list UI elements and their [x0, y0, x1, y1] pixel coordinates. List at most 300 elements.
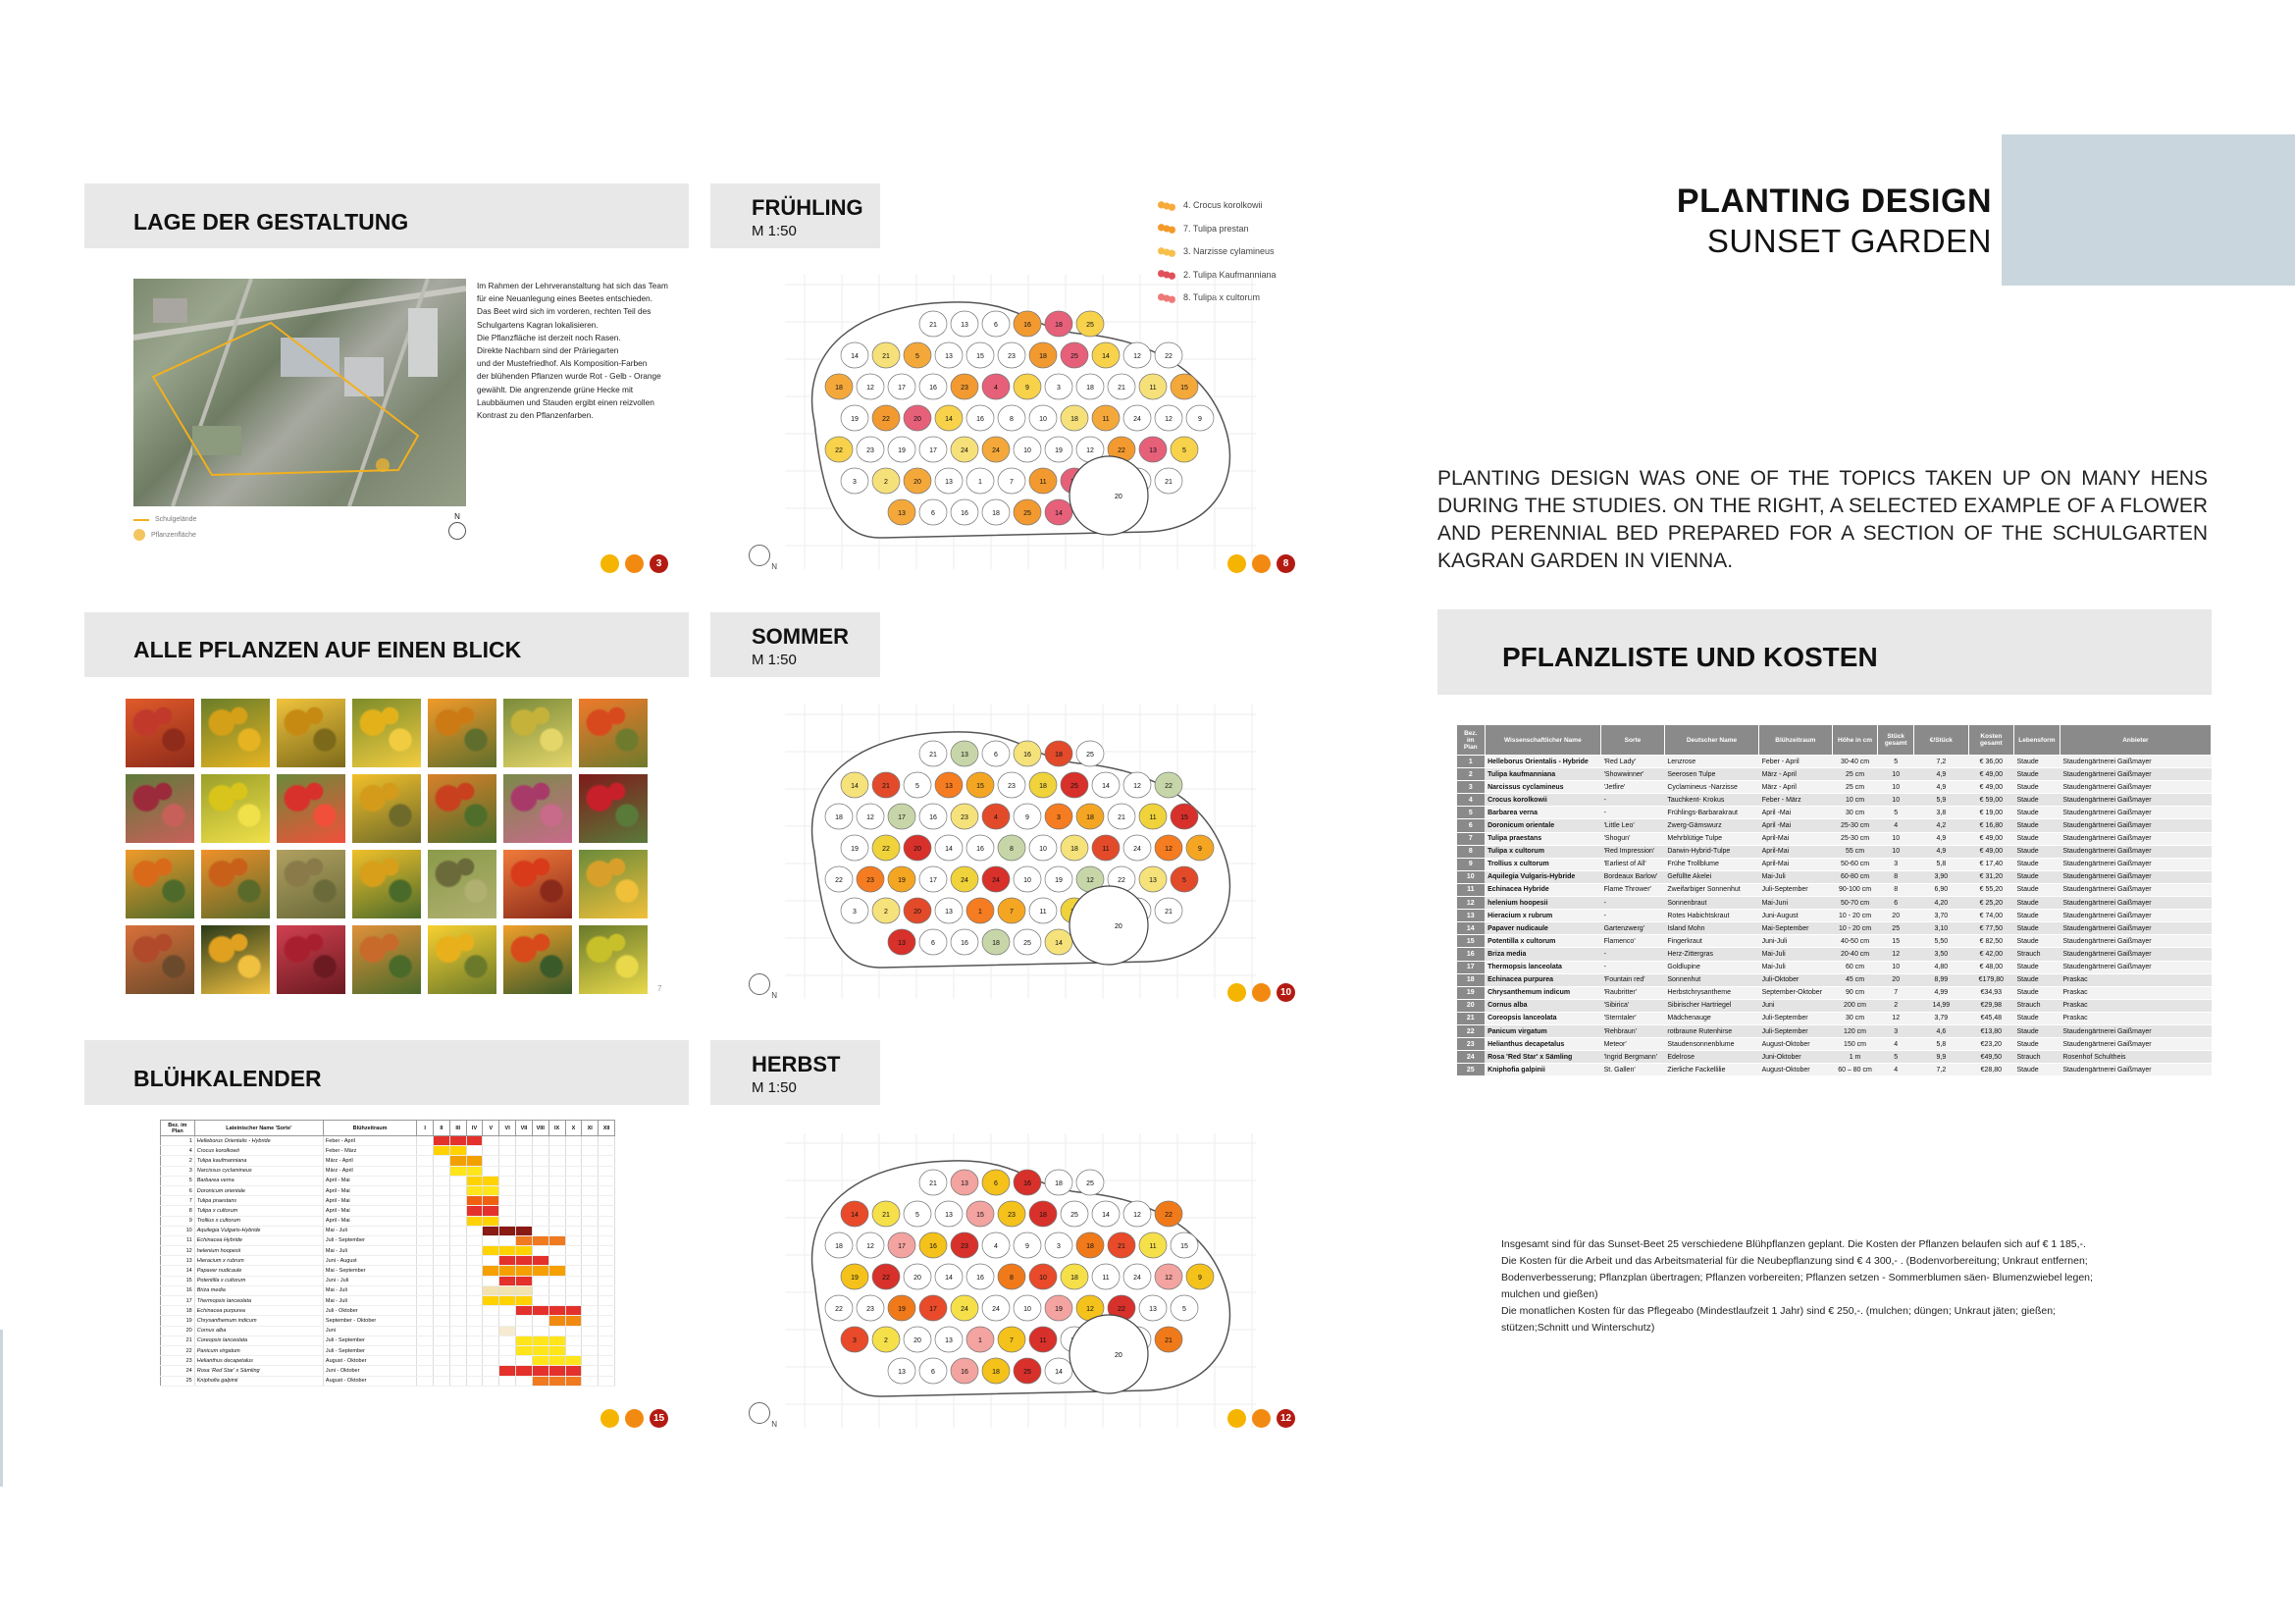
plant-number: 14: [1102, 783, 1110, 790]
calendar-month-cell: [449, 1356, 466, 1366]
cost-table-cell: 55 cm: [1832, 845, 1878, 858]
plant-number: 25: [1086, 752, 1094, 759]
cost-table-cell: Cornus alba: [1485, 999, 1601, 1012]
cost-table-cell: 11: [1457, 883, 1486, 896]
calendar-month-cell: [499, 1256, 516, 1266]
calendar-month-cell: [466, 1226, 483, 1235]
plant-photo: [126, 774, 194, 843]
legend-label: 7. Tulipa prestan: [1183, 223, 1249, 234]
lage-text-line: Schulgartens Kagran lokalisieren.: [477, 319, 599, 330]
calendar-cell: Mai - September: [323, 1266, 416, 1276]
plant-photo: [428, 699, 496, 767]
plant-number: 22: [835, 1306, 843, 1313]
sommer-scale: M 1:50: [752, 652, 797, 668]
calendar-month-cell: [548, 1266, 565, 1276]
calendar-month-cell: [599, 1316, 615, 1326]
calendar-month-cell: [548, 1345, 565, 1355]
calendar-row: [161, 1266, 615, 1276]
plant-photo: [126, 850, 194, 918]
cost-table-cell: 17: [1457, 961, 1486, 973]
calendar-month-cell: [483, 1366, 499, 1376]
plant-number: 5: [1182, 877, 1186, 884]
plant-number: 22: [882, 416, 890, 423]
plant-number: 20: [913, 1275, 921, 1282]
cost-table-cell: Mai-Juli: [1759, 870, 1833, 883]
plant-number: 10: [1039, 1275, 1047, 1282]
flower-symbol-icon: [1158, 200, 1175, 212]
cost-table-row: [1457, 870, 2212, 883]
plant-number: 23: [866, 877, 874, 884]
calendar-month-cell: [466, 1316, 483, 1326]
cost-table-cell: Staudengärtnerei Gaißmayer: [2060, 781, 2211, 794]
calendar-month-cell: [417, 1356, 434, 1366]
plant-number: 18: [1070, 416, 1078, 423]
cost-table-row: [1457, 922, 2212, 935]
calendar-month-cell: [466, 1216, 483, 1226]
calendar-month-cell: [483, 1256, 499, 1266]
cost-table-cell: € 48,00: [1968, 961, 2013, 973]
plant-number: 19: [851, 846, 859, 853]
plant-number: 19: [898, 447, 906, 454]
cost-table-cell: Juli-September: [1759, 1012, 1833, 1024]
plant-number: 24: [961, 877, 968, 884]
cost-table-cell: 8,99: [1914, 973, 1969, 986]
plant-number: 24: [992, 1306, 1000, 1313]
calendar-month-cell: [466, 1256, 483, 1266]
calendar-month-cell: [434, 1156, 450, 1166]
calendar-month-cell: [532, 1356, 548, 1366]
calendar-month-cell: [548, 1316, 565, 1326]
plant-number: 11: [1039, 1337, 1047, 1344]
cost-table-cell: Mädchenauge: [1664, 1012, 1758, 1024]
plant-number: 1: [978, 1337, 982, 1344]
calendar-cell: August - Oktober: [323, 1356, 416, 1366]
calendar-month-cell: [548, 1235, 565, 1245]
cost-table-cell: Staude: [2013, 807, 2060, 819]
calendar-month-cell: [582, 1176, 599, 1185]
plan-herbst: [785, 1133, 1256, 1428]
calendar-cell: 5: [161, 1176, 195, 1185]
plant-number: 23: [961, 814, 968, 821]
cost-table-header-cell: Lebensform: [2013, 725, 2060, 756]
cost-table-cell: 5: [1878, 1051, 1914, 1064]
calendar-month-cell: [582, 1185, 599, 1195]
cost-table-cell: 25-30 cm: [1832, 832, 1878, 845]
plant-number: 17: [898, 1243, 906, 1250]
cost-table-cell: 10 - 20 cm: [1832, 910, 1878, 922]
cost-table-cell: 15: [1457, 935, 1486, 948]
cost-table-cell: 5,8: [1914, 858, 1969, 870]
cost-table-cell: 120 cm: [1832, 1024, 1878, 1037]
cost-table-cell: Helianthus decapetalus: [1485, 1038, 1601, 1051]
calendar-month-cell: [582, 1296, 599, 1306]
cost-text-line: stützen;Schnitt und Winterschutz): [1501, 1322, 1655, 1334]
shrub-number: 20: [1115, 923, 1122, 930]
calendar-row: [161, 1336, 615, 1345]
cost-table-cell: €29,98: [1968, 999, 2013, 1012]
calendar-month-cell: [548, 1156, 565, 1166]
cost-table-cell: 90 cm: [1832, 986, 1878, 999]
cost-table-cell: 10: [1878, 781, 1914, 794]
cost-table-cell: rotbraune Rutenhirse: [1664, 1024, 1758, 1037]
compass-icon: N: [749, 973, 770, 995]
calendar-month-cell: [466, 1206, 483, 1216]
calendar-month-cell: [466, 1356, 483, 1366]
calendar-month-cell: [565, 1376, 582, 1386]
calendar-month-cell: [499, 1316, 516, 1326]
plant-number: 11: [1149, 385, 1157, 392]
calendar-month-cell: [499, 1376, 516, 1386]
calendar-month-cell: [565, 1136, 582, 1146]
plant-number: 24: [1133, 1275, 1141, 1282]
calendar-cell: 22: [161, 1345, 195, 1355]
calendar-month-cell: [483, 1345, 499, 1355]
cost-table-cell: Aquilegia Vulgaris-Hybride: [1485, 870, 1601, 883]
calendar-header-cell: VI: [499, 1121, 516, 1136]
cost-table-cell: € 25,20: [1968, 897, 2013, 910]
plant-photo: [126, 699, 194, 767]
calendar-month-cell: [565, 1246, 582, 1256]
calendar-month-cell: [483, 1166, 499, 1176]
calendar-month-cell: [582, 1196, 599, 1206]
calendar-cell: Barbarea verna: [194, 1176, 323, 1185]
plant-number: 25: [1023, 940, 1031, 947]
plant-number: 12: [866, 1243, 874, 1250]
plant-number: 17: [929, 447, 937, 454]
calendar-month-cell: [449, 1306, 466, 1316]
cost-table-cell: Staude: [2013, 768, 2060, 781]
cost-table-cell: Tauchkent- Krokus: [1664, 794, 1758, 807]
plant-number: 17: [898, 385, 906, 392]
cost-table-cell: Briza media: [1485, 948, 1601, 961]
calendar-cell: Trollius x cultorum: [194, 1216, 323, 1226]
cost-table-cell: Island Mohn: [1664, 922, 1758, 935]
plant-number: 16: [961, 1369, 968, 1376]
site-map-overlay: [133, 279, 466, 506]
cost-text-line: mulchen und gießen): [1501, 1288, 1598, 1300]
cost-table-row: [1457, 807, 2212, 819]
plant-number: 1: [978, 479, 982, 486]
calendar-month-cell: [449, 1196, 466, 1206]
calendar-month-cell: [417, 1366, 434, 1376]
plant-number: 14: [945, 846, 953, 853]
cost-table-cell: 4,2: [1914, 819, 1969, 832]
cost-table-cell: 18: [1457, 973, 1486, 986]
cost-table-row: [1457, 1064, 2212, 1076]
calendar-month-cell: [516, 1326, 533, 1336]
calendar-cell: Narcissus cyclamineus: [194, 1166, 323, 1176]
calendar-month-cell: [565, 1226, 582, 1235]
plant-number: 20: [913, 1337, 921, 1344]
calendar-month-cell: [532, 1206, 548, 1216]
plant-photo: [277, 774, 345, 843]
plant-number: 15: [976, 353, 984, 360]
calendar-month-cell: [499, 1216, 516, 1226]
cost-table-cell: April -Mai: [1759, 807, 1833, 819]
cost-table-cell: 7,2: [1914, 1064, 1969, 1076]
calendar-month-cell: [417, 1376, 434, 1386]
calendar-month-cell: [582, 1206, 599, 1216]
plant-photo: [352, 925, 421, 994]
calendar-month-cell: [499, 1226, 516, 1235]
calendar-cell: Tulipa x cultorum: [194, 1206, 323, 1216]
cost-table-cell: Staude: [2013, 973, 2060, 986]
plant-photo: [352, 699, 421, 767]
cost-table-row: [1457, 986, 2212, 999]
calendar-cell: 11: [161, 1235, 195, 1245]
cost-table-cell: € 59,00: [1968, 794, 2013, 807]
cost-table-cell: Staudengärtnerei Gaißmayer: [2060, 1038, 2211, 1051]
cost-table-cell: Praskac: [2060, 986, 2211, 999]
plant-number: 21: [1118, 385, 1125, 392]
calendar-month-cell: [417, 1146, 434, 1156]
calendar-month-cell: [449, 1216, 466, 1226]
plant-number: 24: [992, 877, 1000, 884]
calendar-month-cell: [582, 1246, 599, 1256]
cost-table-cell: Staudengärtnerei Gaißmayer: [2060, 883, 2211, 896]
plant-number: 14: [851, 353, 859, 360]
calendar-row: [161, 1345, 615, 1355]
cost-summary: [1501, 1236, 2168, 1336]
cost-table-cell: Juni-August: [1759, 910, 1833, 922]
calendar-month-cell: [499, 1246, 516, 1256]
plant-photo: [503, 925, 572, 994]
cost-table-cell: Staudengärtnerei Gaißmayer: [2060, 768, 2211, 781]
calendar-month-cell: [499, 1196, 516, 1206]
calendar-month-cell: [565, 1235, 582, 1245]
calendar-month-cell: [483, 1216, 499, 1226]
plant-number: 16: [1023, 1180, 1031, 1187]
calendar-month-cell: [483, 1235, 499, 1245]
cost-table-row: [1457, 973, 2212, 986]
calendar-row: [161, 1366, 615, 1376]
calendar-month-cell: [434, 1316, 450, 1326]
calendar-month-cell: [565, 1306, 582, 1316]
calendar-month-cell: [417, 1185, 434, 1195]
map-legend: [133, 516, 196, 541]
calendar-month-cell: [434, 1185, 450, 1195]
cost-table-row: [1457, 756, 2212, 768]
calendar-month-cell: [565, 1366, 582, 1376]
cost-table-cell: Seerosen Tulpe: [1664, 768, 1758, 781]
calendar-month-cell: [532, 1345, 548, 1355]
cost-table-cell: € 19,00: [1968, 807, 2013, 819]
cost-table-cell: 4,6: [1914, 1024, 1969, 1037]
plant-number: 1: [978, 909, 982, 916]
calendar-month-cell: [599, 1235, 615, 1245]
plant-number: 5: [915, 1212, 919, 1219]
cost-table-cell: Feber - März: [1759, 794, 1833, 807]
cost-table-cell: Staude: [2013, 883, 2060, 896]
cost-table-cell: Zwerg-Gämswurz: [1664, 819, 1758, 832]
cost-table-row: [1457, 961, 2212, 973]
calendar-month-cell: [449, 1256, 466, 1266]
plant-number: 18: [835, 814, 843, 821]
calendar-month-cell: [483, 1336, 499, 1345]
fruehling-legend-item: [1158, 218, 1277, 241]
calendar-month-cell: [417, 1336, 434, 1345]
cost-table-cell: 4,9: [1914, 781, 1969, 794]
cost-table-cell: Staudengärtnerei Gaißmayer: [2060, 832, 2211, 845]
plant-number: 23: [1008, 1212, 1016, 1219]
calendar-month-cell: [582, 1366, 599, 1376]
lage-header: [84, 183, 689, 248]
calendar-month-cell: [417, 1176, 434, 1185]
cost-table-cell: 3,10: [1914, 922, 1969, 935]
plant-number: 13: [961, 322, 968, 329]
calendar-month-cell: [582, 1216, 599, 1226]
calendar-month-cell: [565, 1296, 582, 1306]
plant-number: 21: [882, 783, 890, 790]
cost-table-row: [1457, 935, 2212, 948]
cost-table-cell: Zweifarbiger Sonnenhut: [1664, 883, 1758, 896]
cost-table-cell: 'Red Lady': [1601, 756, 1665, 768]
plant-photo: [277, 925, 345, 994]
cost-table-cell: Juni-Oktober: [1759, 1051, 1833, 1064]
cost-table-cell: €49,50: [1968, 1051, 2013, 1064]
calendar-header-cell: VII: [516, 1121, 533, 1136]
calendar-month-cell: [449, 1206, 466, 1216]
cost-table-cell: Tulipa praestans: [1485, 832, 1601, 845]
plant-number: 4: [994, 814, 998, 821]
cost-table-cell: 6: [1457, 819, 1486, 832]
calendar-month-cell: [599, 1246, 615, 1256]
legend-label: 2. Tulipa Kaufmanniana: [1183, 269, 1277, 280]
plant-number: 22: [882, 846, 890, 853]
calendar-cell: Doronicum orientale: [194, 1185, 323, 1195]
calendar-month-cell: [582, 1326, 599, 1336]
calendar-month-cell: [483, 1206, 499, 1216]
calendar-row: [161, 1256, 615, 1266]
cost-table-cell: Mai-Juli: [1759, 961, 1833, 973]
calendar-month-cell: [466, 1296, 483, 1306]
plant-number: 12: [1165, 1275, 1173, 1282]
plant-photo: [126, 925, 194, 994]
cost-table-cell: € 74,00: [1968, 910, 2013, 922]
plant-number: 5: [915, 783, 919, 790]
calendar-month-cell: [532, 1316, 548, 1326]
plant-number: 10: [1039, 416, 1047, 423]
cost-table-cell: 23: [1457, 1038, 1486, 1051]
cost-table-cell: 4,9: [1914, 832, 1969, 845]
cost-table-cell: Staude: [2013, 922, 2060, 935]
plant-number: 18: [992, 940, 1000, 947]
pflanzliste-header: [1437, 609, 2212, 695]
calendar-month-cell: [599, 1306, 615, 1316]
calendar-month-cell: [565, 1316, 582, 1326]
calendar-month-cell: [499, 1276, 516, 1285]
page-number-badge: 10: [1277, 983, 1295, 1002]
cost-table-cell: 4,9: [1914, 768, 1969, 781]
calendar-cell: Papaver nudicaule: [194, 1266, 323, 1276]
plant-photo: [277, 699, 345, 767]
plant-number: 12: [866, 385, 874, 392]
plant-number: 8: [1010, 1275, 1014, 1282]
calendar-month-cell: [532, 1326, 548, 1336]
cost-table-cell: 4,9: [1914, 845, 1969, 858]
cost-table-cell: Zierliche Fackellilie: [1664, 1064, 1758, 1076]
cost-table-cell: 3,70: [1914, 910, 1969, 922]
calendar-month-cell: [434, 1345, 450, 1355]
plant-number: 14: [851, 1212, 859, 1219]
plant-number: 16: [929, 1243, 937, 1250]
calendar-month-cell: [483, 1156, 499, 1166]
calendar-month-cell: [565, 1345, 582, 1355]
bluh-header: [84, 1040, 689, 1105]
plant-number: 17: [898, 814, 906, 821]
calendar-month-cell: [483, 1196, 499, 1206]
calendar-month-cell: [499, 1235, 516, 1245]
cost-table-cell: 2: [1457, 768, 1486, 781]
plant-number: 18: [1055, 1180, 1063, 1187]
calendar-month-cell: [417, 1306, 434, 1316]
calendar-month-cell: [449, 1285, 466, 1295]
calendar-month-cell: [417, 1196, 434, 1206]
calendar-cell: Mai - Juli: [323, 1226, 416, 1235]
plant-number: 24: [992, 447, 1000, 454]
cost-table-cell: Panicum virgatum: [1485, 1024, 1601, 1037]
cost-table-cell: 30 cm: [1832, 1012, 1878, 1024]
calendar-month-cell: [599, 1356, 615, 1366]
calendar-cell: Chrysanthemum indicum: [194, 1316, 323, 1326]
calendar-cell: 10: [161, 1226, 195, 1235]
plant-number: 5: [1182, 1306, 1186, 1313]
cost-table-cell: € 82,50: [1968, 935, 2013, 948]
calendar-month-cell: [499, 1206, 516, 1216]
plant-number: 15: [976, 783, 984, 790]
cost-table-cell: 25: [1457, 1064, 1486, 1076]
plant-photo: [428, 925, 496, 994]
cost-table-cell: 4,20: [1914, 897, 1969, 910]
cost-table-cell: Strauch: [2013, 999, 2060, 1012]
plant-number: 21: [929, 752, 937, 759]
plant-number: 9: [1025, 385, 1029, 392]
cost-table-cell: 3: [1457, 781, 1486, 794]
yellow-dot: [600, 1409, 619, 1428]
calendar-month-cell: [483, 1326, 499, 1336]
cost-table-cell: -: [1601, 794, 1665, 807]
cost-table-cell: Gefüllte Akelei: [1664, 870, 1758, 883]
calendar-month-cell: [499, 1326, 516, 1336]
plant-number: 17: [929, 1306, 937, 1313]
cost-table-cell: 7,2: [1914, 756, 1969, 768]
plant-number: 22: [882, 1275, 890, 1282]
calendar-month-cell: [599, 1196, 615, 1206]
cost-table-cell: Fingerkraut: [1664, 935, 1758, 948]
calendar-month-cell: [417, 1285, 434, 1295]
calendar-header-cell: V: [483, 1121, 499, 1136]
calendar-month-cell: [516, 1176, 533, 1185]
plant-number: 22: [1165, 1212, 1173, 1219]
cost-table-cell: Staude: [2013, 1012, 2060, 1024]
plant-number: 22: [1165, 353, 1173, 360]
calendar-row: [161, 1216, 615, 1226]
calendar-month-cell: [434, 1285, 450, 1295]
calendar-month-cell: [434, 1146, 450, 1156]
cost-table-cell: Staudengärtnerei Gaißmayer: [2060, 910, 2211, 922]
calendar-cell: Kniphofia galpinii: [194, 1376, 323, 1386]
cost-table-cell: 16: [1457, 948, 1486, 961]
lage-text-line: Direkte Nachbarn sind der Präriegarten: [477, 345, 619, 356]
calendar-month-cell: [449, 1276, 466, 1285]
cost-table-cell: 10: [1878, 794, 1914, 807]
calendar-row: [161, 1156, 615, 1166]
edge-accent: [0, 1330, 3, 1487]
plant-number: 13: [1149, 877, 1157, 884]
legend-label: 4. Crocus korolkowii: [1183, 200, 1263, 210]
calendar-row: [161, 1166, 615, 1176]
cost-table-cell: helenium hoopesii: [1485, 897, 1601, 910]
